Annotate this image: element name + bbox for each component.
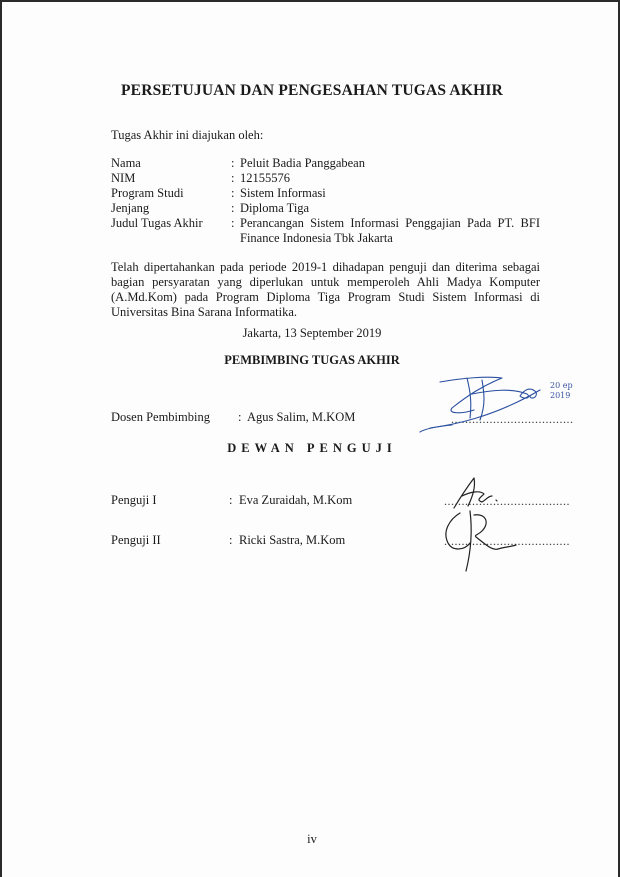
field-label-judul: Judul Tugas Akhir — [111, 216, 203, 230]
page-title: PERSETUJUAN DAN PENGESAHAN TUGAS AKHIR — [121, 82, 503, 99]
page-number: iv — [307, 832, 317, 846]
field-value-nama: Peluit Badia Panggabean — [240, 156, 365, 170]
field-colon: : — [231, 201, 235, 215]
supervisor-sign-note-bottom: 2019 — [550, 391, 571, 400]
field-label-program-studi: Program Studi — [111, 186, 184, 200]
examiners-heading: DEWAN PENGUJI — [227, 441, 397, 455]
examiner-2-signature-line: .................................... — [444, 534, 570, 548]
field-value-jenjang: Diploma Tiga — [240, 201, 310, 215]
field-value-nim: 12155576 — [240, 171, 290, 185]
field-label-nim: NIM — [111, 171, 136, 185]
supervisor-name: Agus Salim, M.KOM — [247, 410, 356, 424]
field-colon: : — [231, 186, 235, 200]
field-colon: : — [238, 410, 242, 424]
examiner-2-label: Penguji II — [111, 533, 161, 547]
field-label-jenjang: Jenjang — [111, 201, 150, 215]
field-label-nama: Nama — [111, 156, 141, 170]
statement-paragraph: Telah dipertahankan pada periode 2019-1 dihadapan penguji dan diterima sebagai bagian persyaratan yang diperlukan untuk memperoleh Ahli Madya Komputer (A.Md.Kom) pada Program Diploma Tiga Program Studi Sistem Informasi di Universitas Bina Sarana Informatika. — [111, 260, 540, 319]
intro-text: Tugas Akhir ini diajukan oleh: — [111, 128, 264, 142]
field-colon: : — [231, 171, 235, 185]
examiner-1-signature-line: .................................... — [444, 494, 570, 508]
examiner-2-signature — [430, 507, 530, 577]
field-value-judul: Perancangan Sistem Informasi Penggajian Pada PT. BFI — [240, 216, 540, 230]
field-colon: : — [231, 216, 235, 230]
field-value-judul-cont: Finance Indonesia Tbk Jakarta — [240, 231, 393, 245]
supervisor-signature — [412, 370, 552, 440]
field-colon: : — [229, 533, 233, 547]
supervisor-heading: PEMBIMBING TUGAS AKHIR — [224, 353, 400, 367]
field-colon: : — [231, 156, 235, 170]
supervisor-sign-note-top: 20 ep — [550, 381, 573, 390]
field-colon: : — [229, 493, 233, 507]
place-date: Jakarta, 13 September 2019 — [242, 326, 382, 340]
examiner-2-name: Ricki Sastra, M.Kom — [239, 533, 346, 547]
supervisor-label: Dosen Pembimbing — [111, 410, 210, 424]
examiner-1-name: Eva Zuraidah, M.Kom — [239, 493, 353, 507]
field-value-program-studi: Sistem Informasi — [240, 186, 326, 200]
supervisor-signature-line: ................................... — [451, 412, 574, 426]
examiner-1-label: Penguji I — [111, 493, 157, 507]
